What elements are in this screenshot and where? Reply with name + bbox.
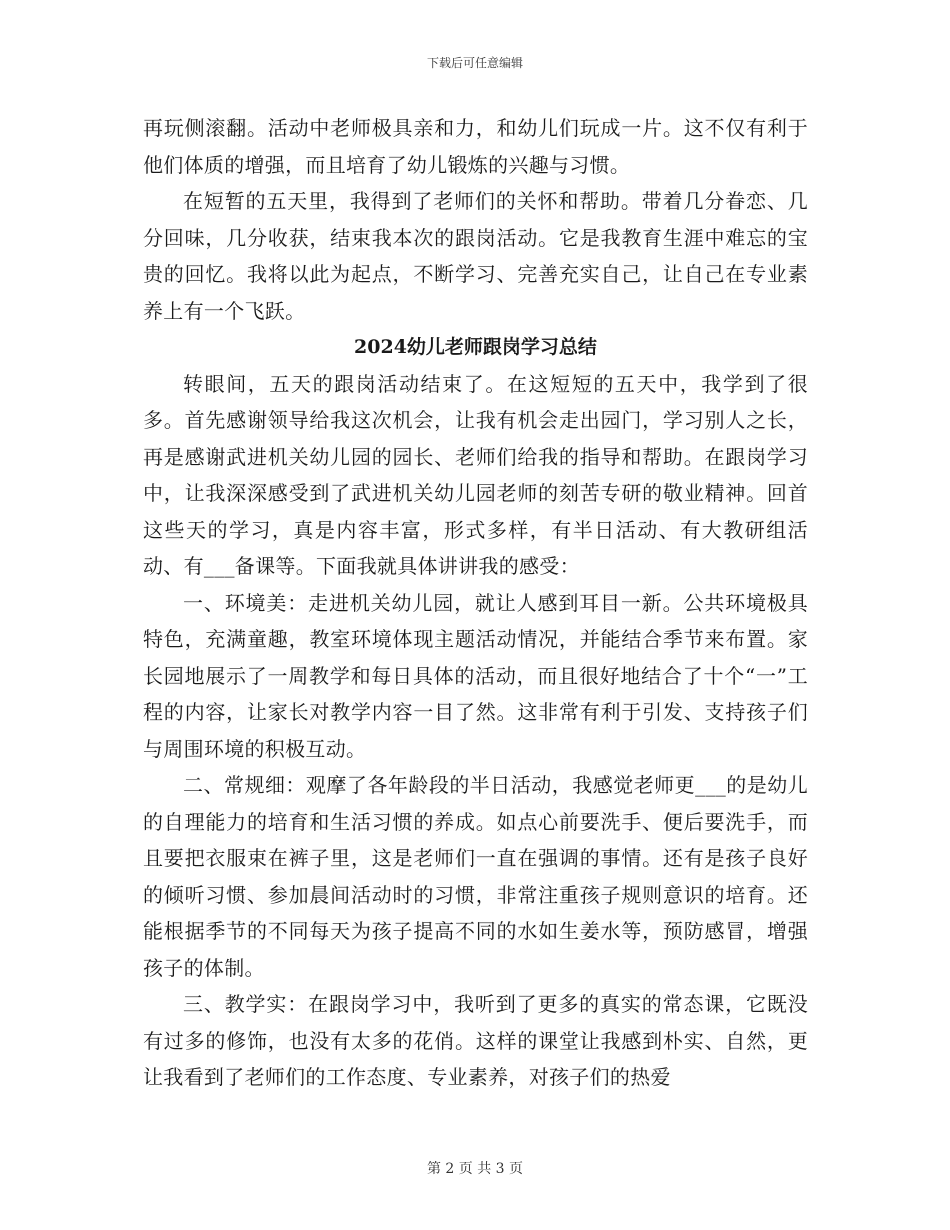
page-footer: 第 2 页 共 3 页 bbox=[426, 1161, 524, 1177]
paragraph-environment: 一、环境美：走进机关幼儿园，就让人感到耳目一新。公共环境极具特色，充满童趣，教室环境体现主题活动情况，并能结合季节来布置。家长园地展示了一周教学和每日具体的活动，而且很好地结合了十个“一”工程的内容，让家长对教学内容一目了然。这非常有利于引发、支持孩子们与周围环境的积极互动。 bbox=[143, 590, 808, 761]
page-header: 下载后可任意编辑 bbox=[426, 56, 523, 70]
paragraph-reflection: 在短暂的五天里，我得到了老师们的关怀和帮助。带着几分眷恋、几分回味，几分收获，结束我本次的跟岗活动。它是我教育生涯中难忘的宝贵的回忆。我将以此为起点，不断学习、完善充实自己，让自己在专业素养上有一个飞跃。 bbox=[143, 189, 808, 323]
document-body bbox=[143, 110, 808, 1096]
paragraph-teaching: 三、教学实：在跟岗学习中，我听到了更多的真实的常态课，它既没有过多的修饰，也没有太多的花俏。这样的课堂让我感到朴实、自然，更让我看到了老师们的工作态度、专业素养，对孩子们的热爱 bbox=[143, 992, 808, 1089]
section-title: 2024幼儿老师跟岗学习总结 bbox=[354, 336, 597, 358]
paragraph-intro: 转眼间，五天的跟岗活动结束了。在这短短的五天中，我学到了很多。首先感谢领导给我这次机会，让我有机会走出园门，学习别人之长，再是感谢武进机关幼儿园的园长、老师们给我的指导和帮助。在跟岗学习中，让我深深感受到了武进机关幼儿园老师的刻苦专研的敬业精神。回首这些天的学习，真是内容丰富，形式多样，有半日活动、有大教研组活动、有___备课等。下面我就具体讲讲我的感受： bbox=[143, 371, 808, 578]
paragraph-continuation: 再玩侧滚翻。活动中老师极具亲和力，和幼儿们玩成一片。这不仅有利于他们体质的增强，而且培育了幼儿锻炼的兴趣与习惯。 bbox=[143, 116, 808, 177]
paragraph-routine: 二、常规细：观摩了各年龄段的半日活动，我感觉老师更___的是幼儿的自理能力的培育和生活习惯的养成。如点心前要洗手、便后要洗手，而且要把衣服束在裤子里，这是老师们一直在强调的事情。还有是孩子良好的倾听习惯、参加晨间活动时的习惯，非常注重孩子规则意识的培育。还能根据季节的不同每天为孩子提高不同的水如生姜水等，预防感冒，增强孩子的体制。 bbox=[143, 773, 808, 980]
